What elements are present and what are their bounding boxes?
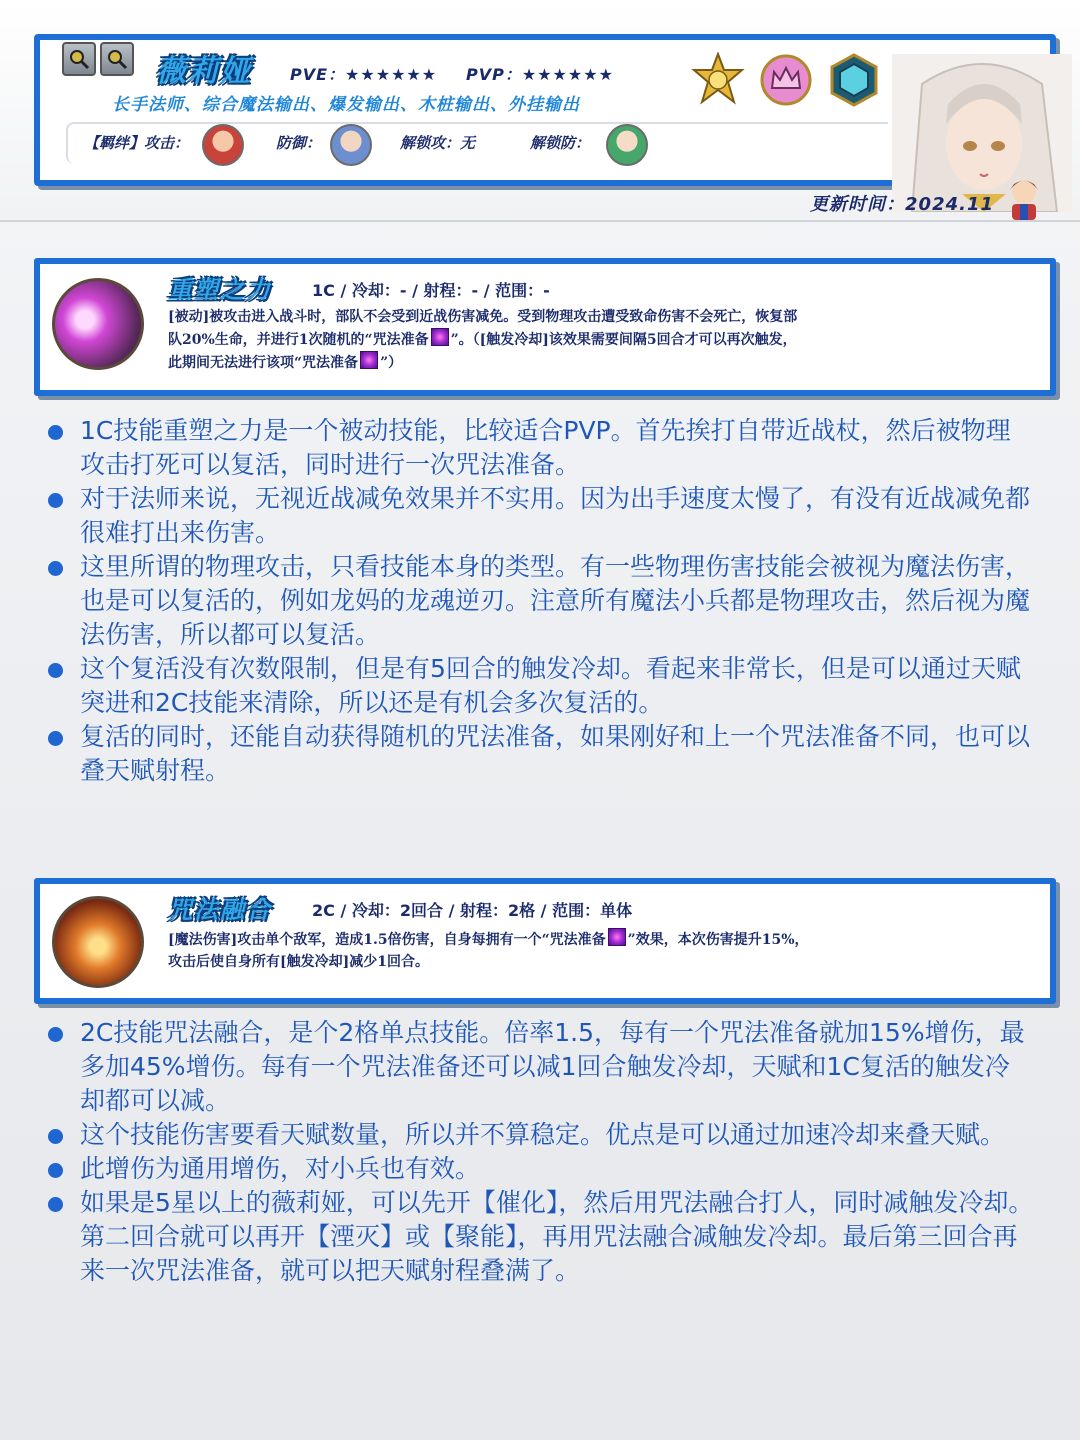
bond-row (66, 122, 888, 164)
skill-1-desc-line: 此期间无法进行该项“咒法准备 ”） (168, 351, 1036, 374)
list-item: 复活的同时，还能自动获得随机的咒法准备，如果刚好和上一个咒法准备不同，也可以叠天赋射程。 (44, 720, 1034, 788)
list-item: 对于法师来说，无视近战减免效果并不实用。因为出手速度太慢了，有没有近战减免都很难打出来伤害。 (44, 482, 1034, 550)
character-name: 薇莉娅 (156, 54, 252, 89)
list-item: 2C技能咒法融合，是个2格单点技能。倍率1.5，每有一个咒法准备就加15%增伤，最多加45%增伤。每有一个咒法准备还可以减1回合触发冷却，天赋和1C复活的触发冷却都可以减。 (44, 1016, 1034, 1118)
pve-label: PVE： (290, 65, 346, 84)
pvp-rating (466, 62, 614, 85)
bond-unlock-defense-label: 解锁防： (530, 134, 591, 152)
bond-unlock-defense-avatar[interactable] (606, 124, 648, 166)
skill-1-desc-line: 队20%生命，并进行1次随机的“咒法准备 ”。（[触发冷却]该效果需要间隔5回合才可以再次触发， (168, 328, 1036, 351)
skill-2-name: 咒法融合 (168, 896, 272, 924)
pve-stars: ★★★★★★ (345, 65, 438, 84)
pvp-stars: ★★★★★★ (521, 65, 614, 84)
skill-1-name: 重塑之力 (168, 276, 272, 304)
skill-1-icon (52, 278, 144, 370)
spell-prep-gem-icon (360, 351, 378, 369)
skill-1-meta: 1C / 冷却：- / 射程：- / 范围：- (312, 281, 550, 300)
bond-defense-label: 防御： (276, 134, 322, 152)
list-item: 如果是5星以上的薇莉娅，可以先开【催化】，然后用咒法融合打人，同时减触发冷却。第二回合就可以再开【湮灭】或【聚能】，再用咒法融合减触发冷却。最后第三回合再来一次咒法准备，就可以把天赋射程叠满了。 (44, 1186, 1034, 1288)
spell-prep-gem-icon (608, 928, 626, 946)
list-item: 这个技能伤害要看天赋数量，所以并不算稳定。优点是可以通过加速冷却来叠天赋。 (44, 1118, 1034, 1152)
update-time: 更新时间：2024.11 (810, 194, 994, 215)
gold-star-badge (690, 52, 746, 108)
list-item: 这里所谓的物理攻击，只看技能本身的类型。有一些物理伤害技能会被视为魔法伤害，也是可以复活的，例如龙妈的龙魂逆刃。注意所有魔法小兵都是物理攻击，然后视为魔法伤害，所以都可以复活。 (44, 550, 1034, 652)
skill-2-description (168, 928, 1036, 973)
magnifier-icon[interactable] (100, 42, 134, 76)
character-card (34, 34, 1056, 186)
skill-1-description (168, 306, 1036, 374)
hex-crystal-badge (826, 52, 882, 108)
bond-defense-avatar[interactable] (330, 124, 372, 166)
skill-card-2 (34, 878, 1056, 1004)
skill-1-notes (44, 414, 1034, 788)
list-item: 1C技能重塑之力是一个被动技能，比较适合PVP。首先挨打自带近战杖，然后被物理攻击打死可以复活，同时进行一次咒法准备。 (44, 414, 1034, 482)
pve-rating (290, 62, 437, 85)
list-item: 这个复活没有次数限制，但是有5回合的触发冷却。看起来非常长，但是可以通过天赋突进和2C技能来清除，所以还是有机会多次复活的。 (44, 652, 1034, 720)
skill-card-1 (34, 258, 1056, 396)
bond-unlock-attack: 解锁攻：无 (400, 134, 476, 152)
spell-prep-gem-icon (431, 328, 449, 346)
bond-attack-avatar[interactable] (202, 124, 244, 166)
chibi-mascot-icon (1000, 176, 1048, 222)
pvp-label: PVP： (466, 65, 522, 84)
skill-2-desc-line: [魔法伤害]攻击单个敌军，造成1.5倍伤害，自身每拥有一个“咒法准备 ”效果，本次伤害提升15%， (168, 928, 1036, 951)
skill-2-notes (44, 1016, 1034, 1288)
magnifier-icon[interactable] (62, 42, 96, 76)
crown-badge (758, 52, 814, 108)
skill-1-desc-line: [被动]被攻击进入战斗时，部队不会受到近战伤害减免。受到物理攻击遭受致命伤害不会死亡，恢复部 (168, 309, 798, 325)
skill-2-desc-line: 攻击后使自身所有[触发冷却]减少1回合。 (168, 954, 429, 970)
role-tags: 长手法师、综合魔法输出、爆发输出、木桩输出、外挂输出 (112, 95, 580, 115)
skill-2-icon (52, 896, 144, 988)
list-item: 此增伤为通用增伤，对小兵也有效。 (44, 1152, 1034, 1186)
bond-attack-label: 【羁绊】攻击： (84, 134, 190, 152)
skill-2-meta: 2C / 冷却：2回合 / 射程：2格 / 范围：单体 (312, 901, 633, 920)
